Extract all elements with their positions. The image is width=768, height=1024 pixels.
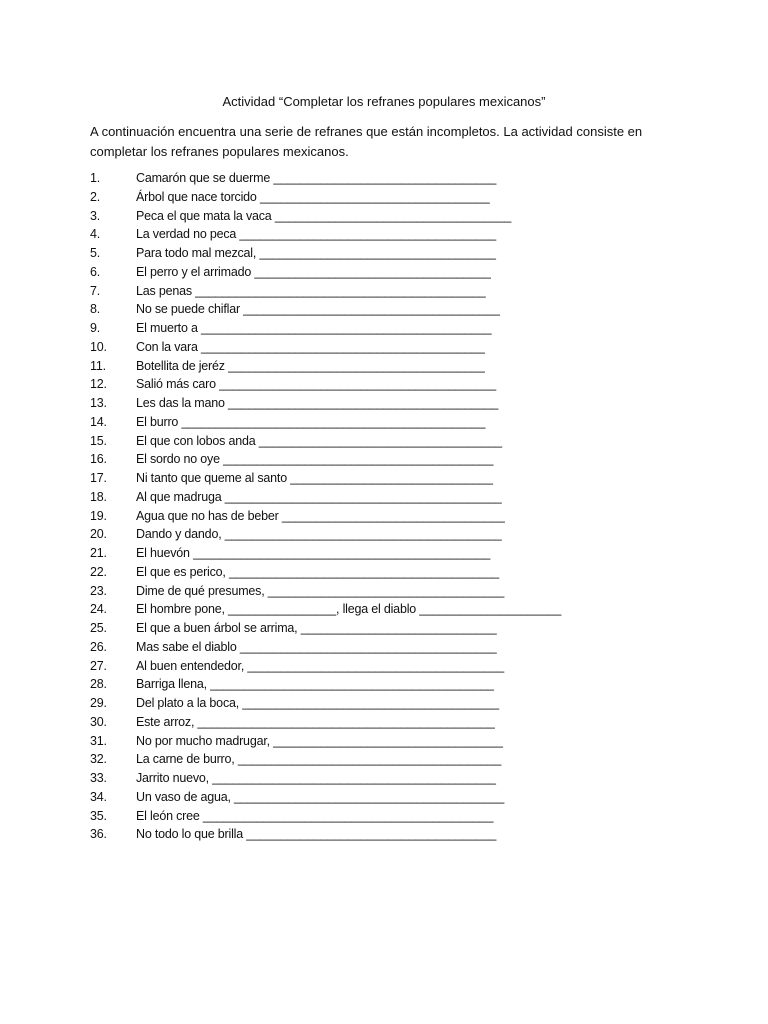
list-item [90,732,561,751]
item-number: 36. [90,827,107,842]
item-number: 11. [90,358,106,373]
list-item [90,619,561,638]
item-text: Del plato a la boca, ______________________________________ [136,696,499,710]
list-item [90,188,561,207]
item-text: El burro _____________________________________________ [136,414,486,429]
list-item [90,282,561,301]
item-number: 35. [90,808,107,823]
list-item [90,825,561,844]
item-text: Salió más caro _________________________________________ [136,377,496,392]
list-item [90,169,561,188]
list-item [90,413,561,432]
list-item [90,300,561,319]
item-text: Un vaso de agua, ________________________________________ [136,789,505,804]
item-text: Jarrito nuevo, __________________________________________ [136,771,496,785]
item-number: 3. [90,208,101,223]
list-item [90,357,561,376]
item-text: Al que madruga _________________________________________ [136,489,502,504]
item-text: El huevón ____________________________________________ [136,546,491,560]
list-item [90,563,561,582]
list-item [90,694,561,713]
item-text: Peca el que mata la vaca ___________________________________ [136,208,512,223]
item-number: 6. [90,264,101,279]
list-item [90,544,561,563]
list-item [90,788,561,807]
item-text: Botellita de jeréz ______________________________________ [136,358,485,373]
item-number: 10. [90,339,107,354]
list-item [90,244,561,263]
item-text: Barriga llena, __________________________________________ [136,677,494,692]
item-number: 19. [90,508,107,523]
item-text: La carne de burro, _______________________________________ [136,752,502,767]
item-number: 24. [90,602,107,617]
item-number: 18. [90,489,107,504]
item-text: La verdad no peca ______________________________________ [136,227,496,242]
list-item [90,750,561,769]
list-item [90,450,561,469]
item-text: Dime de qué presumes, ___________________________________ [136,583,505,598]
list-item [90,488,561,507]
list-item [90,394,561,413]
item-number: 15. [90,433,107,448]
item-number: 30. [90,714,107,729]
item-text: El león cree ___________________________________________ [136,808,494,823]
item-number: 26. [90,639,107,654]
item-number: 29. [90,696,107,710]
item-text: El que es perico, ________________________________________ [136,564,500,579]
item-text: Este arroz, ____________________________________________ [136,714,495,729]
intro-paragraph: A continuación encuentra una serie de refranes que están incompletos. La actividad consiste en completar los refranes populares mexicanos. [90,124,643,159]
item-text: El que con lobos anda ____________________________________ [136,433,502,448]
list-item [90,769,561,788]
list-item [90,319,561,338]
item-text: No por mucho madrugar, __________________________________ [136,733,503,748]
item-text: El que a buen árbol se arrima, _____________________________ [136,621,497,635]
item-text: No todo lo que brilla _____________________________________ [136,827,497,842]
item-number: 33. [90,771,107,785]
item-number: 20. [90,527,107,542]
item-number: 4. [90,227,101,242]
item-number: 34. [90,789,107,804]
item-number: 2. [90,189,101,204]
list-item [90,600,561,619]
item-text: Dando y dando, _________________________________________ [136,527,502,542]
item-number: 22. [90,564,107,579]
list-item [90,375,561,394]
item-text: Agua que no has de beber _________________________________ [136,508,505,523]
item-number: 8. [90,302,101,317]
item-text: No se puede chiflar ______________________________________ [136,302,500,317]
list-item [90,713,561,732]
item-text: El hombre pone, ________________, llega el diablo _____________________ [136,602,562,617]
item-text: Mas sabe el diablo ______________________________________ [136,639,497,654]
list-item [90,507,561,526]
item-text: Les das la mano ________________________________________ [136,396,499,410]
item-number: 32. [90,752,107,767]
item-number: 5. [90,246,101,260]
list-item [90,338,561,357]
item-text: El sordo no oye ________________________________________ [136,452,494,467]
item-text: Árbol que nace torcido __________________________________ [136,189,490,204]
list-item [90,469,561,488]
list-item [90,807,561,826]
list-item [90,675,561,694]
item-number: 27. [90,658,107,673]
list-item [90,432,561,451]
item-text: Las penas ___________________________________________ [136,283,486,298]
item-number: 14. [90,414,107,429]
list-item [90,657,561,676]
refranes-list [90,169,561,844]
list-item [90,263,561,282]
item-number: 31. [90,733,107,748]
item-text: Con la vara __________________________________________ [136,339,485,354]
item-text: Al buen entendedor, ______________________________________ [136,658,504,673]
item-text: Ni tanto que queme al santo ______________________________ [136,471,493,485]
item-text: Camarón que se duerme _________________________________ [136,171,497,185]
list-item [90,225,561,244]
page-title: Actividad “Completar los refranes populares mexicanos” [222,94,546,109]
item-number: 1. [90,171,101,185]
item-number: 28. [90,677,107,692]
list-item [90,582,561,601]
list-item [90,638,561,657]
item-number: 12. [90,377,107,392]
item-text: Para todo mal mezcal, ___________________________________ [136,246,496,260]
item-text: El perro y el arrimado ___________________________________ [136,264,491,279]
item-number: 17. [90,471,107,485]
item-text: El muerto a ___________________________________________ [136,321,492,335]
item-number: 23. [90,583,107,598]
item-number: 25. [90,621,107,635]
item-number: 9. [90,321,101,335]
item-number: 13. [90,396,107,410]
list-item [90,525,561,544]
item-number: 16. [90,452,107,467]
item-number: 7. [90,283,101,298]
item-number: 21. [90,546,107,560]
list-item [90,207,561,226]
